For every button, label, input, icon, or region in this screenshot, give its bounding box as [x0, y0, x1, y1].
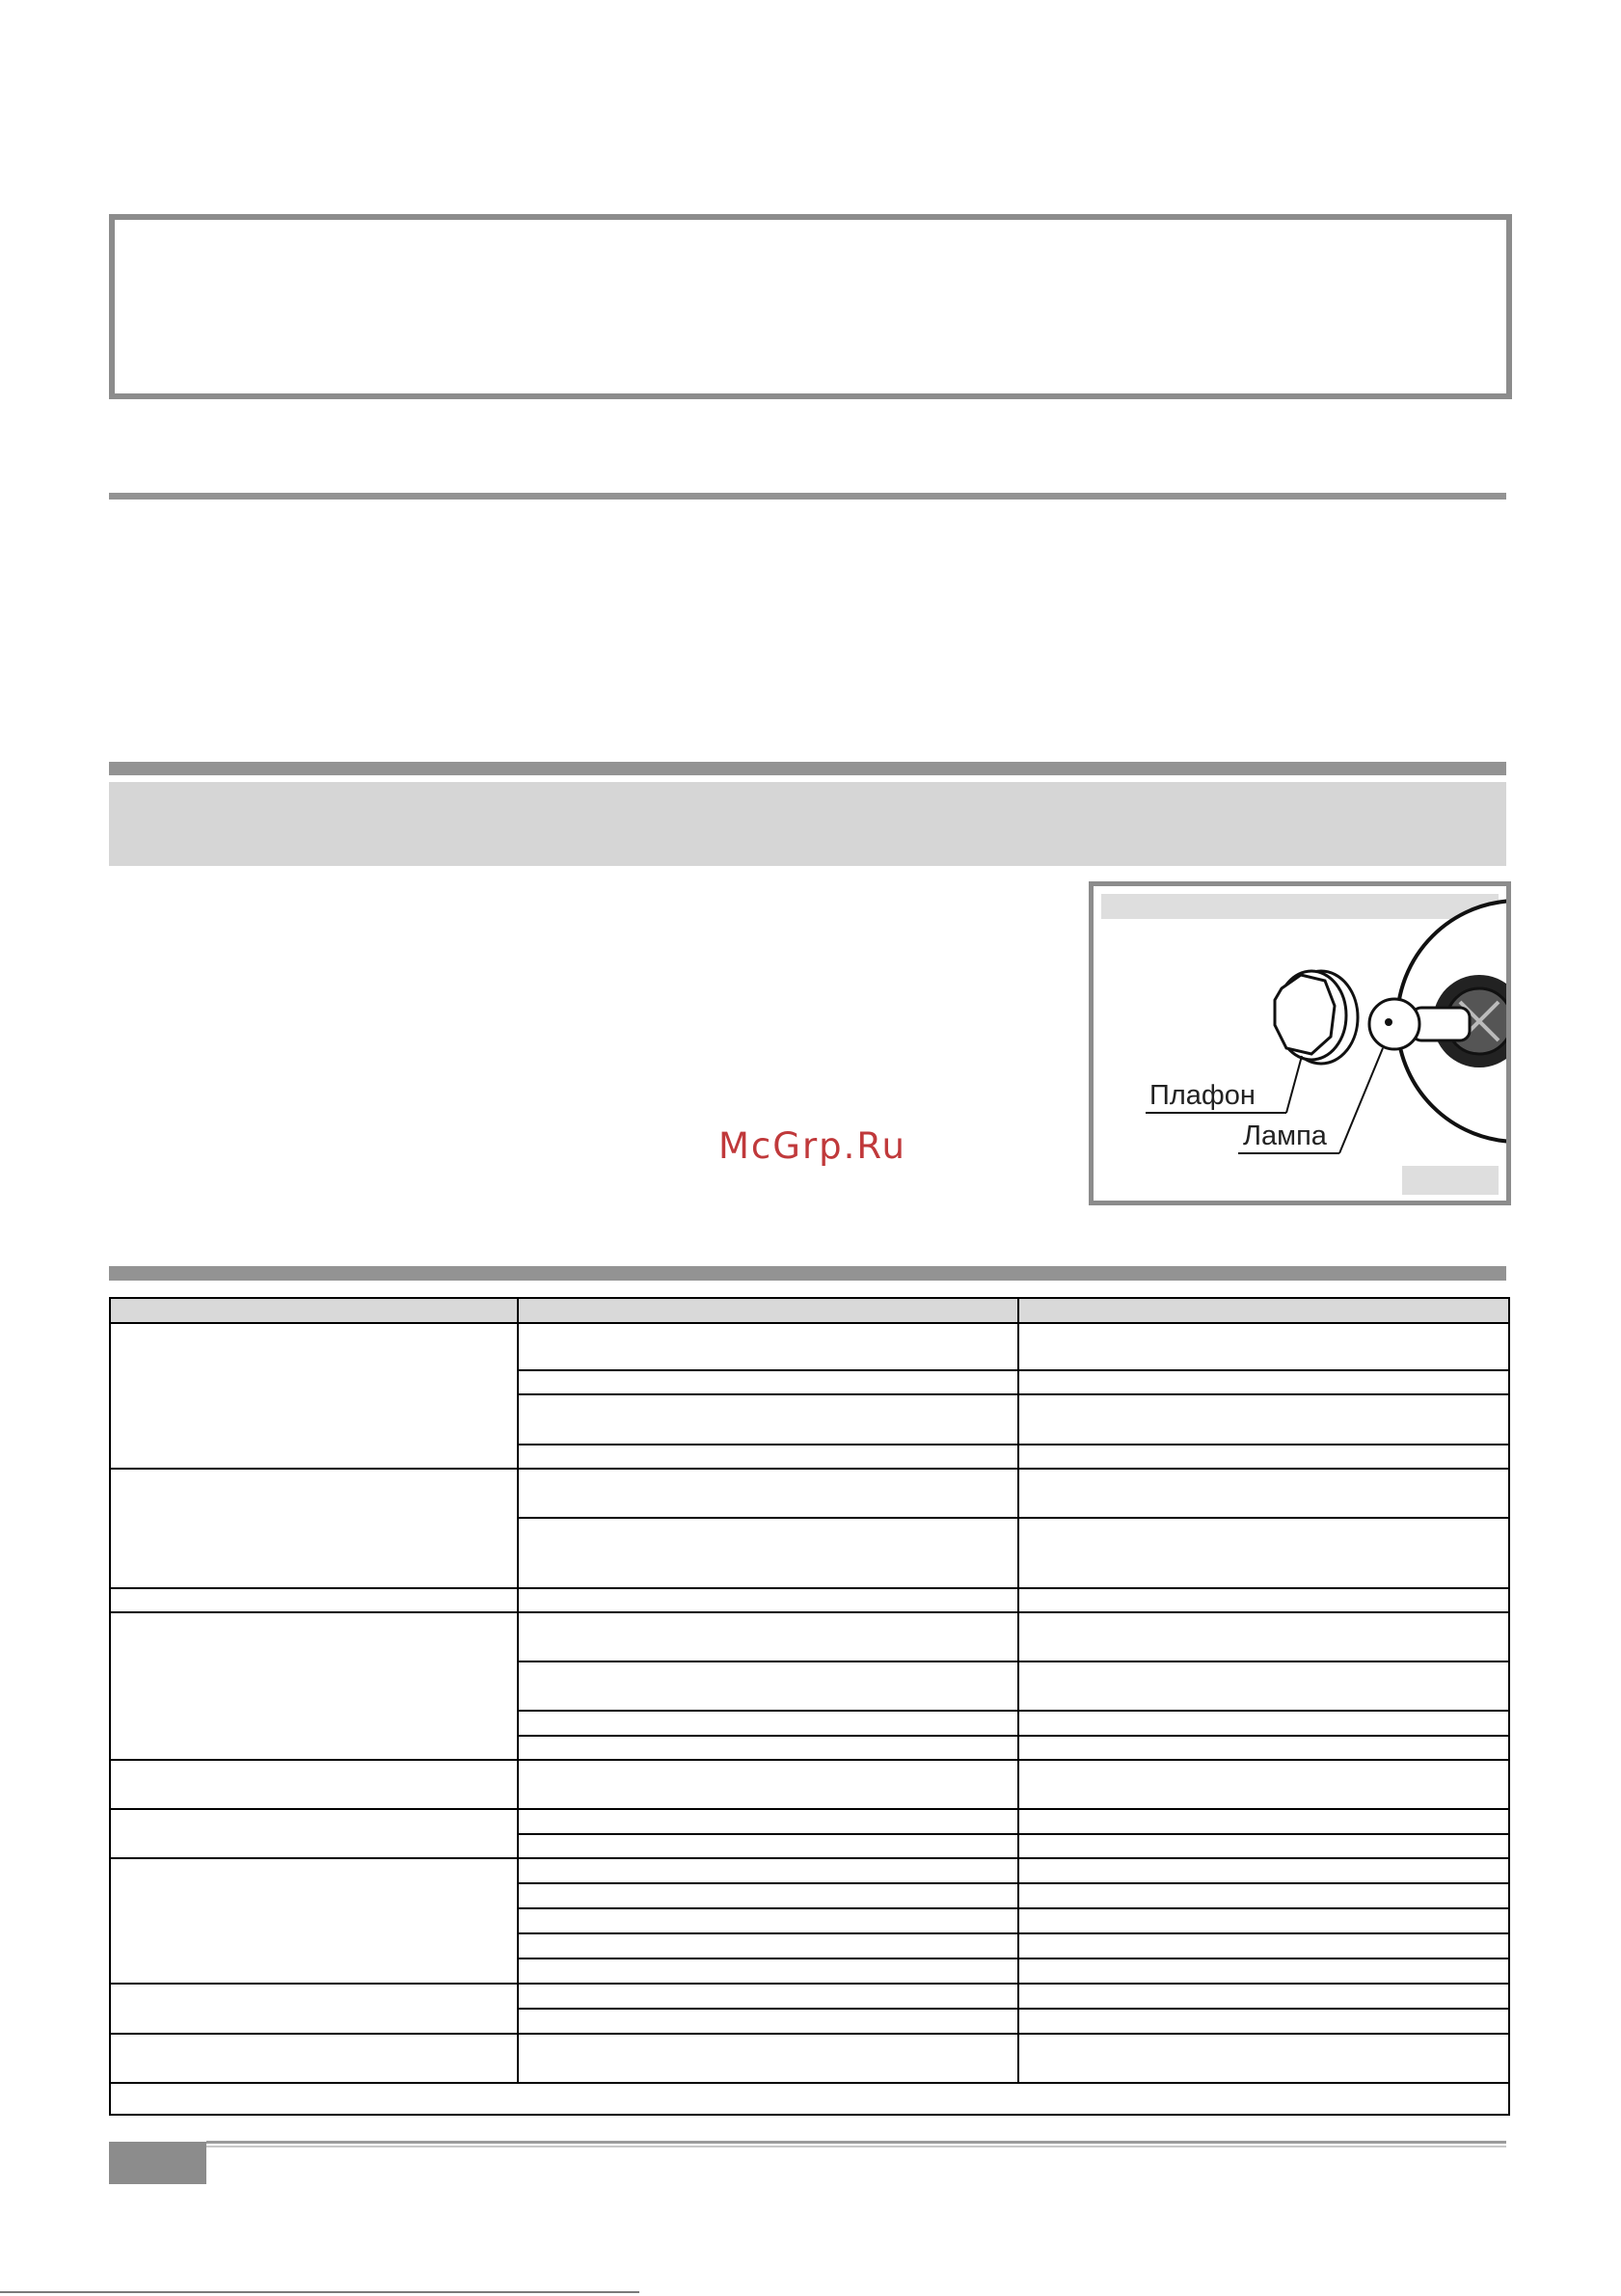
remedy-cell: [1018, 1908, 1509, 1933]
cause-cell: [518, 1834, 1018, 1858]
table-row: [110, 2034, 1509, 2083]
lamp-illustration: [1094, 886, 1506, 1201]
table-row: [110, 1858, 1509, 1883]
footer-rule: [206, 2141, 1506, 2144]
table-row: [110, 1469, 1509, 1518]
lamp-replacement-figure: [1089, 881, 1511, 1205]
cause-cell: [518, 2034, 1018, 2083]
shade-label: Плафон: [1149, 1080, 1256, 1111]
problem-cell: [110, 1612, 518, 1760]
cause-cell: [518, 1736, 1018, 1760]
cause-cell: [518, 1933, 1018, 1958]
remedy-cell: [1018, 1469, 1509, 1518]
table-footnote-row: [110, 2083, 1509, 2115]
bottom-edge-line: [0, 2291, 639, 2293]
column-header-cause: [518, 1298, 1018, 1323]
cause-cell: [518, 1323, 1018, 1370]
remedy-cell: [1018, 1445, 1509, 1469]
remedy-cell: [1018, 1760, 1509, 1809]
cause-cell: [518, 1809, 1018, 1834]
remedy-cell: [1018, 1834, 1509, 1858]
remedy-cell: [1018, 1984, 1509, 2009]
lamp-label: Лампа: [1243, 1121, 1327, 1151]
cause-cell: [518, 1661, 1018, 1711]
table-heading-bar: [109, 1266, 1506, 1281]
problem-cell: [110, 1760, 518, 1809]
lamp-bulb: [1369, 999, 1419, 1049]
problem-cell: [110, 1858, 518, 1984]
cause-cell: [518, 1760, 1018, 1809]
cause-cell: [518, 1370, 1018, 1394]
remedy-cell: [1018, 1883, 1509, 1908]
section-divider: [109, 493, 1506, 500]
remedy-cell: [1018, 1858, 1509, 1883]
cause-cell: [518, 1711, 1018, 1736]
remedy-cell: [1018, 2009, 1509, 2034]
cause-cell: [518, 1883, 1018, 1908]
problem-cell: [110, 1984, 518, 2034]
problem-cell: [110, 1588, 518, 1612]
cause-cell: [518, 1518, 1018, 1588]
problem-cell: [110, 1809, 518, 1858]
shade-face: [1275, 975, 1335, 1054]
footer-rule-light: [206, 2146, 1506, 2147]
remedy-cell: [1018, 1394, 1509, 1445]
remedy-cell: [1018, 1588, 1509, 1612]
problem-cell: [110, 1469, 518, 1588]
remedy-cell: [1018, 1736, 1509, 1760]
section-heading-bar: [109, 762, 1506, 775]
table-footnote: [110, 2083, 1509, 2115]
table-row: [110, 1760, 1509, 1809]
remedy-cell: [1018, 2034, 1509, 2083]
section-heading-band: [109, 782, 1506, 866]
remedy-cell: [1018, 1958, 1509, 1984]
remedy-cell: [1018, 1809, 1509, 1834]
cause-cell: [518, 1469, 1018, 1518]
remedy-cell: [1018, 1370, 1509, 1394]
remedy-cell: [1018, 1933, 1509, 1958]
page-number-box: [109, 2142, 206, 2184]
column-header-remedy: [1018, 1298, 1509, 1323]
remedy-cell: [1018, 1711, 1509, 1736]
cause-cell: [518, 1984, 1018, 2009]
table-row: [110, 1984, 1509, 2009]
column-header-problem: [110, 1298, 518, 1323]
cause-cell: [518, 1394, 1018, 1445]
problem-cell: [110, 2034, 518, 2083]
cause-cell: [518, 2009, 1018, 2034]
table-row: [110, 1323, 1509, 1370]
cause-cell: [518, 1908, 1018, 1933]
cause-cell: [518, 1612, 1018, 1661]
troubleshooting-table: [109, 1297, 1510, 2116]
problem-cell: [110, 1323, 518, 1469]
table-header-row: [110, 1298, 1509, 1323]
cause-cell: [518, 1445, 1018, 1469]
cause-cell: [518, 1958, 1018, 1984]
watermark: McGrp.Ru: [718, 1125, 906, 1167]
table-row: [110, 1612, 1509, 1661]
remedy-cell: [1018, 1661, 1509, 1711]
remedy-cell: [1018, 1518, 1509, 1588]
remedy-cell: [1018, 1612, 1509, 1661]
notice-frame: [109, 214, 1512, 399]
table-row: [110, 1588, 1509, 1612]
figure-number-box: [1402, 1166, 1499, 1195]
cause-cell: [518, 1858, 1018, 1883]
remedy-cell: [1018, 1323, 1509, 1370]
table-row: [110, 1809, 1509, 1834]
cause-cell: [518, 1588, 1018, 1612]
